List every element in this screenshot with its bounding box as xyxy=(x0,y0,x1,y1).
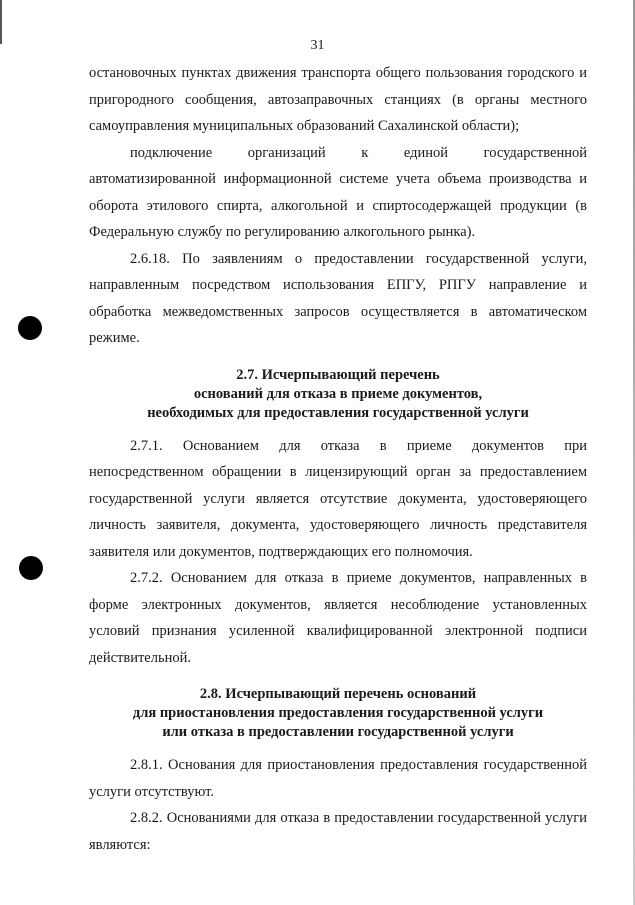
heading-line: или отказа в предоставлении государственной услуги xyxy=(162,724,514,740)
paragraph-2-8-2: 2.8.2. Основаниями для отказа в предоставлении государственной услуги являются: xyxy=(89,810,587,853)
paragraph-continuation: остановочных пунктах движения транспорта общего пользования городского и пригородного сообщения, автозаправочных станциях (в органы местного самоуправления муниципальных образований Сахалинской области); xyxy=(89,65,587,134)
heading-line: 2.8. Исчерпывающий перечень оснований xyxy=(199,686,477,702)
section-heading-2-8 xyxy=(89,685,587,742)
page-content xyxy=(89,60,587,858)
paragraph-egais: подключение организаций к единой государственной автоматизированной информационной системе учета объема производства и оборота этилового спирта, алкогольной и спиртосодержащей продукции (в Федеральную службу по регулированию алкогольного рынка). xyxy=(89,144,587,240)
paragraph-2-8-1: 2.8.1. Основания для приостановления предоставления государственной услуги отсутствуют. xyxy=(89,757,587,800)
section-heading-2-7 xyxy=(89,366,587,423)
heading-line: для приостановления предоставления государственной услуги xyxy=(132,705,544,721)
heading-line: необходимых для предоставления государственной услуги xyxy=(147,404,529,421)
heading-line: оснований для отказа в приеме документов, xyxy=(193,385,483,402)
paragraph-2-7-1: 2.7.1. Основанием для отказа в приеме документов при непосредственном обращении в лицензирующий орган за предоставлением государственной услуги является отсутствие документа, удостоверяющего личность заявителя, документа, удостоверяющего личность представителя заявителя или документов, подтверждающих его полномочия. xyxy=(89,437,587,560)
punch-hole-top xyxy=(18,316,42,340)
paragraph-2-6-18: 2.6.18. По заявлениям о предоставлении государственной услуги, направленным посредством использования ЕПГУ, РПГУ направление и обработка межведомственных запросов осуществляется в автоматическом режиме. xyxy=(89,250,587,346)
page-number: 31 xyxy=(310,38,325,53)
punch-hole-bottom xyxy=(19,556,43,580)
heading-line: 2.7. Исчерпывающий перечень xyxy=(236,366,440,383)
paragraph-2-7-2: 2.7.2. Основанием для отказа в приеме документов, направленных в форме электронных документов, является несоблюдение установленных условий признания усиленной квалифицированной электронной подписи действительной. xyxy=(89,570,587,666)
